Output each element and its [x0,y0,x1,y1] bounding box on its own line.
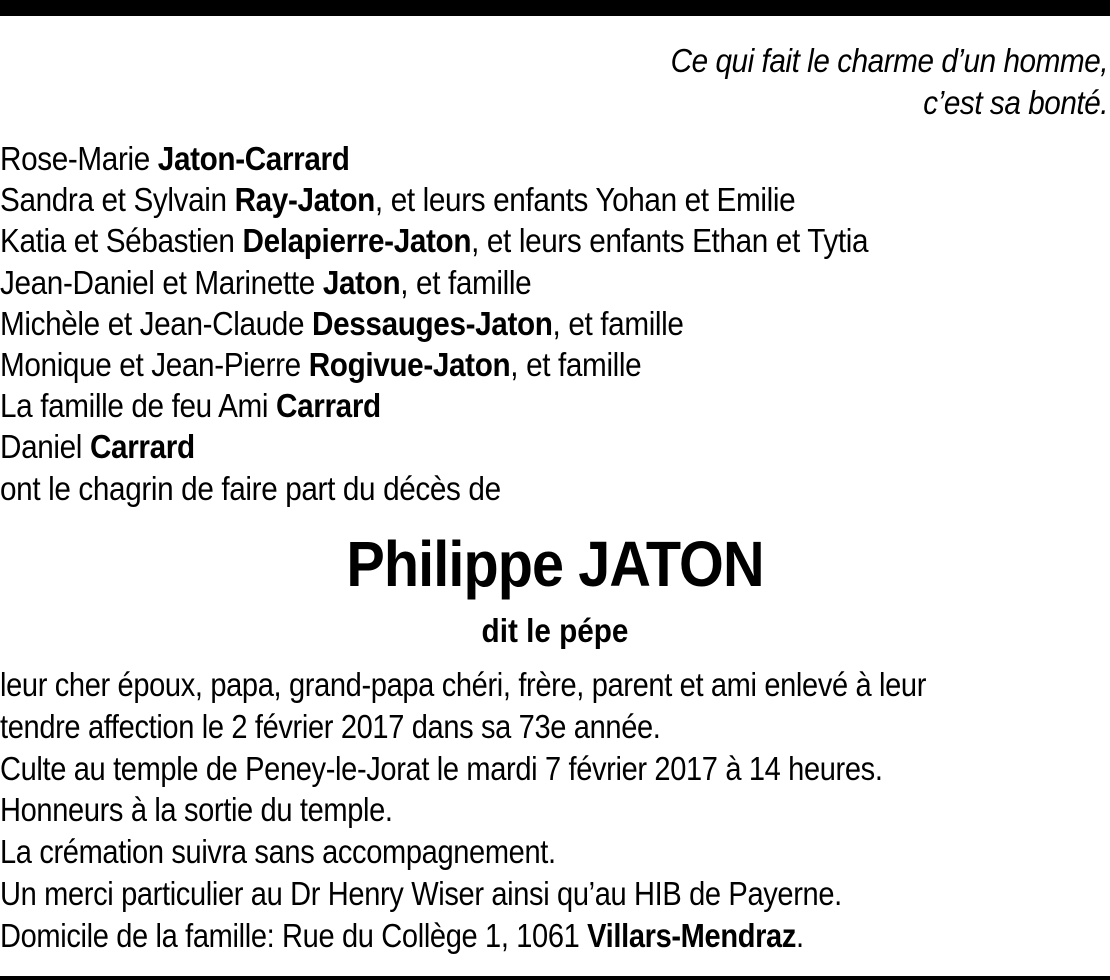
family-suffix: , et leurs enfants Yohan et Emilie [374,181,796,219]
family-given-names: Monique et Jean-Pierre [0,346,309,384]
deceased-nickname: dit le pépe [481,612,629,649]
bottom-border-rule [0,976,1110,980]
address-locality: Villars-Mendraz [587,916,797,954]
body-line: Culte au temple de Peney-le-Jorat le mardi 7 février 2017 à 14 heures. [0,749,883,787]
family-surname: Jaton [322,263,401,301]
family-surname: Jaton-Carrard [157,140,350,177]
family-line [0,138,868,179]
body-line: leur cher époux, papa, grand-papa chéri, frère, parent et ami enlevé à leur [0,666,927,703]
family-given-names: Katia et Sébastien [0,222,243,260]
address-text: Domicile de la famille: Rue du Collège 1, 1061 [0,916,588,954]
epigraph-quote [671,40,1108,124]
family-address [0,915,926,957]
address-period: . [796,916,804,954]
announcement-text: ont le chagrin de faire part du décès de [0,469,501,507]
family-line [0,344,868,385]
family-line [0,303,868,344]
family-line [0,220,868,261]
family-given-names: La famille de feu Ami [0,387,277,425]
family-line [0,426,868,467]
family-suffix: , et famille [510,346,642,384]
family-line [0,179,868,220]
family-line [0,385,868,426]
quote-line-1: Ce qui fait le charme d’un homme, [670,42,1108,79]
family-suffix: , et leurs enfants Ethan et Tytia [471,222,869,260]
body-line: La crémation suivra sans accompagnement. [0,833,556,871]
family-surname: Carrard [89,428,195,466]
obituary-body [0,664,926,957]
body-line: Un merci particulier au Dr Henry Wiser ainsi qu’au HIB de Payerne. [0,874,842,912]
quote-line-2: c’est sa bonté. [923,84,1108,121]
family-suffix: , et famille [400,263,532,301]
family-given-names: Daniel [0,428,90,466]
family-surname: Delapierre-Jaton [242,222,472,260]
family-given-names: Jean-Daniel et Marinette [0,263,323,301]
family-list [0,138,868,509]
deceased-name: Philippe JATON [346,528,764,600]
family-surname: Rogivue-Jaton [308,346,511,384]
family-surname: Carrard [276,387,381,425]
body-line: tendre affection le 2 février 2017 dans sa 73e année. [0,707,661,745]
body-line: Honneurs à la sortie du temple. [0,791,393,829]
family-surname: Dessauges-Jaton [312,304,553,342]
family-suffix: , et famille [552,304,684,342]
family-given-names: Rose-Marie [0,140,158,177]
family-given-names: Sandra et Sylvain [0,181,235,219]
top-border-rule [0,0,1110,16]
family-given-names: Michèle et Jean-Claude [0,304,313,342]
family-surname: Ray-Jaton [234,181,375,219]
family-line [0,262,868,303]
